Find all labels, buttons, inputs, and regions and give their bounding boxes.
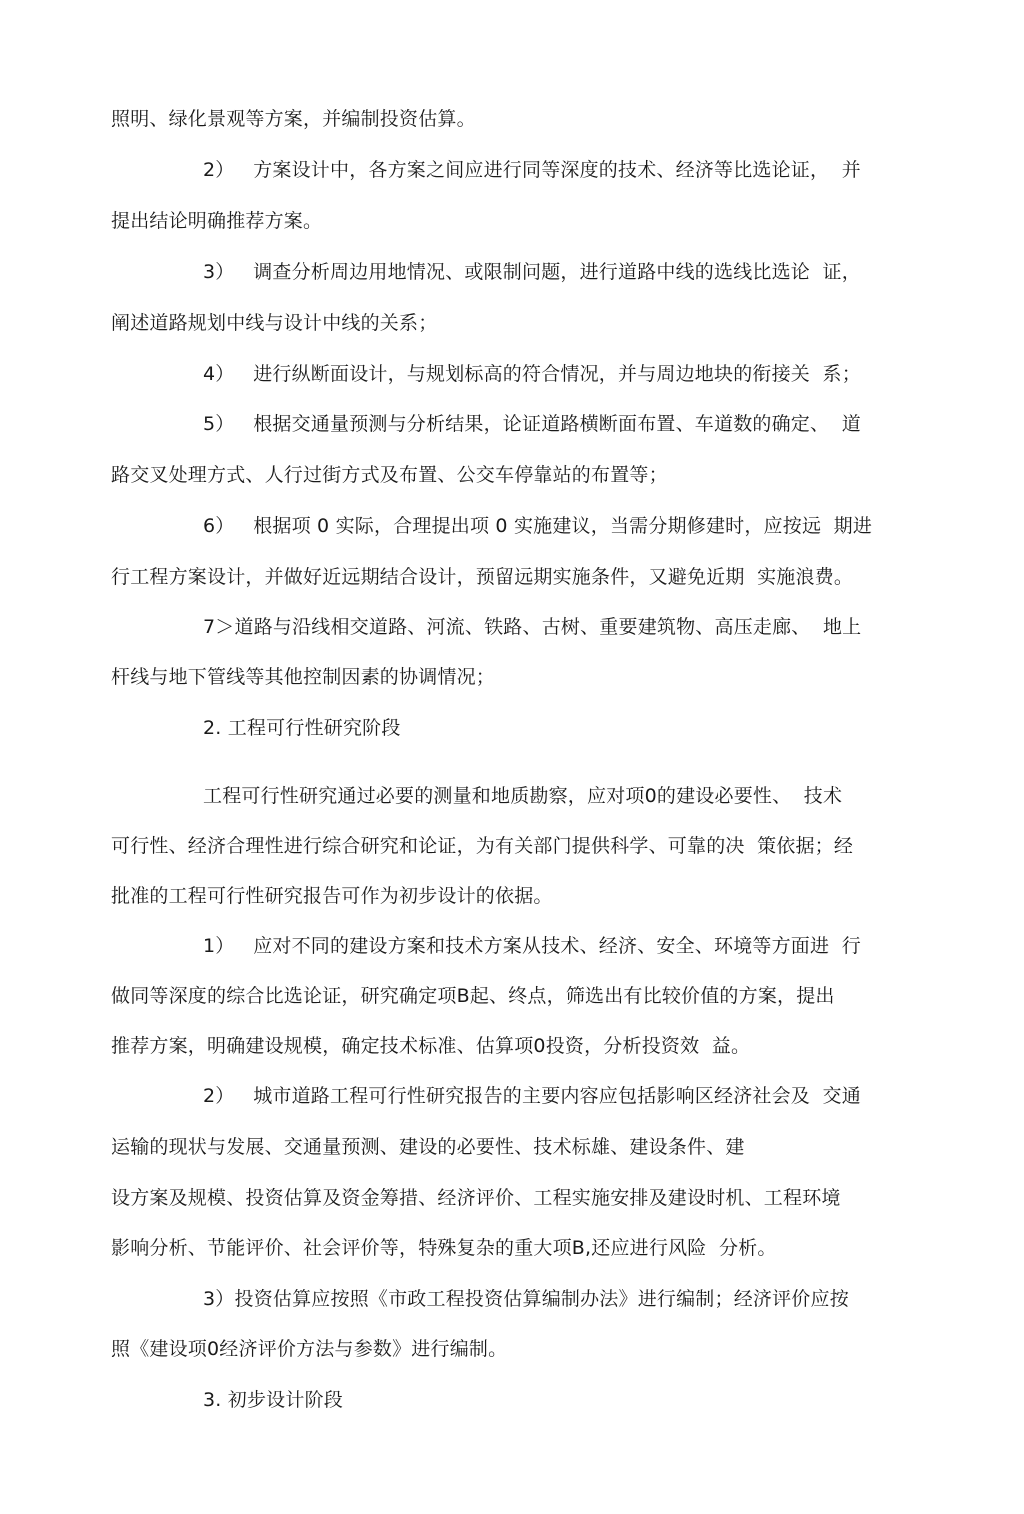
text-line: 杆线与地下管线等其他控制因素的协调情况； — [111, 666, 496, 688]
text-line: 路交叉处理方式、人行过街方式及布置、公交车停靠站的布置等； — [111, 464, 668, 486]
text-line: 影响分析、节能评价、社会评价等，特殊复杂的重大项B,还应进行风险 分析。 — [111, 1237, 777, 1259]
text-line: 做同等深度的综合比选论证，研究确定项B起、终点，筛选出有比较价值的方案，提出 — [111, 985, 835, 1007]
section-heading: 3. 初步设计阶段 — [203, 1389, 343, 1411]
text-line: 提出结论明确推荐方案。 — [111, 210, 323, 232]
text-line: 阐述道路规划中线与设计中线的关系； — [111, 312, 438, 334]
text-line: 2） 城市道路工程可行性研究报告的主要内容应包括影响区经济社会及 交通 — [203, 1085, 861, 1107]
text-line: 4） 进行纵断面设计，与规划标高的符合情况，并与周边地块的衔接关 系； — [203, 363, 861, 385]
text-line: 照明、绿化景观等方案，并编制投资估算。 — [111, 108, 476, 130]
text-line: 行工程方案设计，并做好近远期结合设计，预留远期实施条件，又避免近期 实施浪费。 — [111, 566, 854, 588]
text-line: 运输的现状与发展、交通量预测、建设的必要性、技术标雄、建设条件、建 — [111, 1136, 745, 1158]
text-line: 7＞道路与沿线相交道路、河流、铁路、古树、重要建筑物、高压走廊、 地上 — [203, 616, 862, 638]
section-heading: 2. 工程可行性研究阶段 — [203, 717, 401, 739]
text-line: 批准的工程可行性研究报告可作为初步设计的依据。 — [111, 885, 553, 907]
text-line: 5） 根据交通量预测与分析结果，论证道路横断面布置、车道数的确定、 道 — [203, 413, 861, 435]
text-line: 照《建设项0经济评价方法与参数》进行编制。 — [111, 1338, 508, 1360]
text-line: 3） 调查分析周边用地情况、或限制问题，进行道路中线的选线比选论 证， — [203, 261, 861, 283]
text-line: 3）投资估算应按照《市政工程投资估算编制办法》进行编制；经济评价应按 — [203, 1288, 849, 1310]
text-line: 6） 根据项 0 实际，合理提出项 0 实施建议，当需分期修建时，应按远 期进 — [203, 515, 873, 537]
text-line: 2） 方案设计中，各方案之间应进行同等深度的技术、经济等比选论证， 并 — [203, 159, 861, 181]
text-line: 设方案及规模、投资估算及资金筹措、经济评价、工程实施安排及建设时机、工程环境 — [111, 1187, 841, 1209]
text-line: 1） 应对不同的建设方案和技术方案从技术、经济、安全、环境等方面进 行 — [203, 935, 861, 957]
text-line: 工程可行性研究通过必要的测量和地质勘察，应对项0的建设必要性、 技术 — [203, 785, 843, 807]
text-line: 推荐方案，明确建设规模，确定技术标准、估算项0投资，分析投资效 益。 — [111, 1035, 751, 1057]
text-line: 可行性、经济合理性进行综合研究和论证，为有关部门提供科学、可靠的决 策依据；经 — [111, 835, 854, 857]
